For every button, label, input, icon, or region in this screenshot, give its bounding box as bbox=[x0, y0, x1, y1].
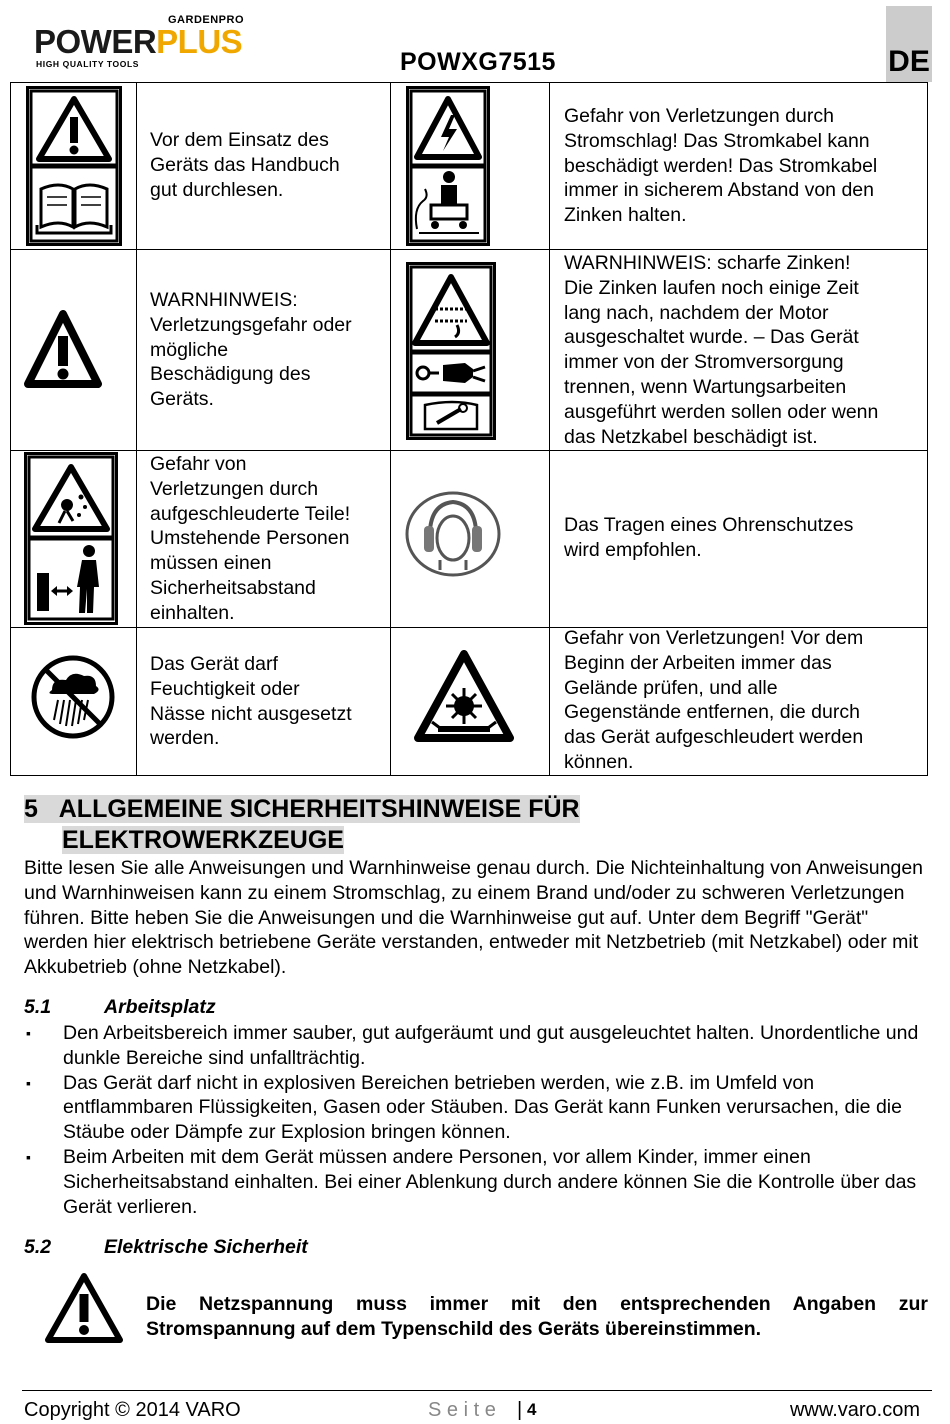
list-item bbox=[24, 1021, 924, 1071]
symbol-desc-no-rain: Das Gerät darf Feuchtigkeit oder Nässe nicht ausgesetzt werden. bbox=[150, 653, 352, 750]
bullet-square-icon: ▪ bbox=[26, 1074, 31, 1091]
footer-website[interactable]: www.varo.com bbox=[789, 1399, 920, 1421]
symbol-desc-electric-shock: Gefahr von Verletzungen durch Stromschlag! Das Stromkabel kann beschädigt werden! Das Stromkabel immer in sicherem Abstand von den Zinken halten. bbox=[564, 105, 878, 227]
language-tab: DE bbox=[886, 6, 932, 82]
thrown-objects-distance-icon bbox=[24, 452, 118, 625]
brand-tagline: HIGH QUALITY TOOLS bbox=[36, 59, 140, 69]
symbol-desc-warning: WARNHINWEIS: Verletzungsgefahr oder mögliche Beschädigung des Geräts. bbox=[150, 289, 352, 411]
rotating-tines-warning-icon bbox=[414, 650, 514, 746]
section-5-intro: Bitte lesen Sie alle Anweisungen und Warnhinweise genau durch. Die Nichteinhaltung von Anweisungen und Warnhinweisen kann zu einem Stromschlag, zu einem Brand und/oder zu schweren Verletzungen führen. Bitte heben Sie die Anweisungen und die Warnhinweise gut auf. Unter dem Begriff "Gerät" werden hier elektrisch betriebene Geräte verstanden, entweder mit Netzbetrieb (mit Netzkabel) oder mit Akkubetrieb (ohne Netzkabel). bbox=[24, 857, 924, 979]
list-item bbox=[24, 1071, 924, 1145]
footer-copyright: Copyright © 2014 VARO bbox=[24, 1399, 241, 1421]
list-item bbox=[24, 1145, 924, 1219]
section-5-heading bbox=[24, 794, 580, 856]
symbol-desc-thrown-objects: Gefahr von Verletzungen durch aufgeschleuderte Teile! Umstehende Personen müssen einen Sicherheitsabstand einhalten. bbox=[150, 453, 351, 624]
model-number: POWXG7515 bbox=[400, 48, 556, 76]
section-5-1-title: Arbeitsplatz bbox=[104, 996, 216, 1018]
brand-logo bbox=[34, 14, 274, 69]
warning-and-manual-icon bbox=[26, 86, 122, 246]
voltage-warning: Die Netzspannung muss immer mit den entsprechenden Angaben zur Stromspannung auf dem Typenschild des Geräts übereinstimmen. bbox=[146, 1293, 928, 1340]
no-rain-icon bbox=[30, 654, 116, 740]
symbol-desc-read-manual: Vor dem Einsatz des Geräts das Handbuch gut durchlesen. bbox=[150, 129, 340, 201]
footer-page-number: 4 bbox=[527, 1400, 537, 1419]
brand-plus: PLUS bbox=[156, 23, 243, 60]
section-5-1-number: 5.1 bbox=[24, 996, 52, 1018]
section-5-2-title: Elektrische Sicherheit bbox=[104, 1236, 308, 1258]
section-5-1-heading bbox=[24, 996, 424, 1022]
section-5-number: 5 bbox=[24, 795, 38, 823]
ear-protection-icon bbox=[404, 490, 502, 578]
warning-triangle-icon bbox=[24, 310, 102, 390]
sharp-tines-unplug-icon bbox=[406, 262, 496, 440]
symbol-desc-ear-protection: Das Tragen eines Ohrenschutzes wird empfohlen. bbox=[564, 514, 854, 561]
safety-symbols-table bbox=[10, 82, 928, 776]
section-5-1-list bbox=[24, 1021, 924, 1219]
list-item-text: Das Gerät darf nicht in explosiven Bereichen betrieben werden, wie z.B. im Umfeld von entflammbaren Flüssigkeiten, Gasen oder Stäuben. Das Gerät kann Funken verursachen, die die Stäube oder Dämpfe zur Explosion bringen können. bbox=[63, 1071, 902, 1144]
section-5-title-line2: ELEKTROWERKZEUGE bbox=[62, 826, 344, 854]
brand-subtitle: GARDENPRO bbox=[168, 14, 245, 26]
section-5-title-line1: ALLGEMEINE SICHERHEITSHINWEISE FÜR bbox=[58, 795, 580, 823]
bullet-square-icon: ▪ bbox=[26, 1148, 31, 1165]
section-5-2-heading bbox=[24, 1236, 424, 1262]
electric-shock-icon bbox=[406, 86, 490, 246]
bullet-square-icon: ▪ bbox=[26, 1025, 31, 1041]
symbol-desc-thrown-debris: Gefahr von Verletzungen! Vor dem Beginn der Arbeiten immer das Gelände prüfen, und alle Gegenstände entfernen, die durch das Gerät aufgeschleudert werden können. bbox=[564, 627, 864, 773]
list-item-text: Beim Arbeiten mit dem Gerät müssen andere Personen, vor allem Kinder, immer einen Sicherheitsabstand einhalten. Bei einer Ablenkung durch andere können Sie die Kontrolle über das Gerät verlieren. bbox=[63, 1145, 917, 1218]
symbol-desc-sharp-tines: WARNHINWEIS: scharfe Zinken! Die Zinken laufen noch einige Zeit lang nach, nachdem der Motor ausgeschaltet wurde. – Das Gerät immer von der Stromversorgung trennen, wenn Wartungsarbeiten ausgeführt werden sollen oder wenn das Netzkabel beschädigt ist. bbox=[564, 252, 879, 448]
footer-page-separator: | bbox=[517, 1399, 523, 1421]
footer-page-label: S e i t e bbox=[428, 1399, 496, 1421]
footer-divider bbox=[22, 1390, 932, 1391]
brand-power: POWER bbox=[34, 23, 157, 60]
section-5-2-number: 5.2 bbox=[24, 1236, 52, 1258]
warning-triangle-icon bbox=[44, 1272, 124, 1346]
brand-wordmark bbox=[34, 24, 242, 60]
list-item-text: Den Arbeitsbereich immer sauber, gut aufgeräumt und gut ausgeleuchtet halten. Unordentliche und dunkle Bereiche sind unfallträchtig. bbox=[63, 1022, 919, 1069]
